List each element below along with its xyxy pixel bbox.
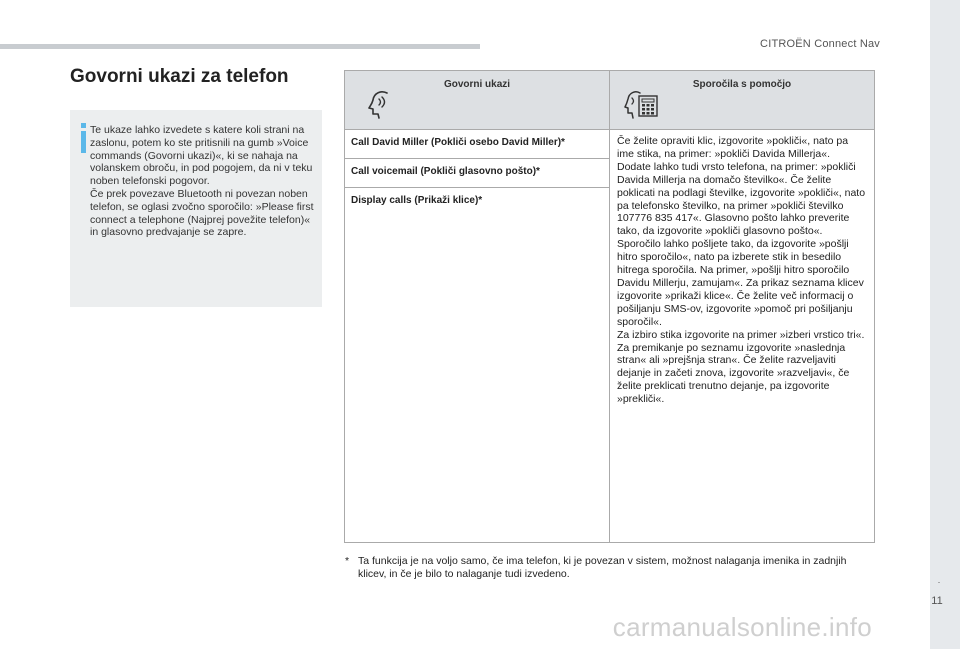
page-dots: . <box>937 575 941 585</box>
header-help-messages-label: Sporočila s pomočjo <box>692 79 792 90</box>
header-voice-commands <box>345 71 610 130</box>
speaking-head-icon <box>367 89 395 119</box>
header-help-messages <box>610 71 875 130</box>
footnote-text: Ta funkcija je na voljo samo, če ima telefon, ki je povezan v sistem, možnost nalaganja imenika in zadnjih klicev, in če je bilo to nalaganje tudi izvedeno. <box>358 555 847 580</box>
command-display-calls: Display calls (Prikaži klice)* <box>345 188 610 543</box>
command-call-contact: Call David Miller (Pokliči osebo David Miller)* <box>345 130 610 159</box>
header-voice-commands-label: Govorni ukazi <box>443 79 511 90</box>
info-icon <box>77 123 91 155</box>
speaking-head-keypad-icon <box>624 87 660 121</box>
header-rule <box>0 44 480 49</box>
help-text-cell: Če želite opraviti klic, izgovorite »pokliči«, nato pa ime stika, na primer: »pokliči Davida Millerja«. Dodate lahko tudi vrsto telefona, na primer: »pokliči Davida Millerja na domačo številko«. Če želite poklicati na podlagi številke, izgovorite »pokliči«, nato pa telefonsko številko, na primer »pokliči številko 107776 835 417«. Glasovno pošto lahko preverite tako, da izgovorite »pokliči glasovno pošto«. Sporočilo lahko pošljete tako, da izgovorite »pošlji hitro sporočilo«, nato pa izberete stik in besedilo hitrega sporočila. Na primer, »pošlji hitro sporočilo Davidu Millerju, zamujam«. Za prikaz seznama klicev izgovorite »prikaži klice«. Če želite več informacij o pošiljanju SMS-ov, izgovorite »pomoč pri pošiljanju sporočil«. Za izbiro stika izgovorite na primer »izberi vrstico tri«. Za premikanje po seznamu izgovorite »naslednja stran« ali »prejšnja stran«. Če želite razveljaviti dejanje in začeti znova, izgovorite »razveljavi«, če želite preklicati trenutno dejanje, pa izgovorite »prekliči«. <box>610 130 875 543</box>
side-strip <box>930 0 960 649</box>
info-text: Te ukaze lahko izvedete s katere koli strani na zaslonu, potem ko ste pritisnili na gumb »Voice commands (Govorni ukazi)«, ki se nahaja na volanskem obroču, in pod pogojem, da ni v teku noben telefonski pogovor. Če prek povezave Bluetooth ni povezan noben telefon, se oglasi zvočno sporočilo: »Please first connect a telephone (Najprej povežite telefon)« in glasovno predvajanje se zapre. <box>90 124 314 239</box>
info-box <box>70 110 322 307</box>
command-call-voicemail: Call voicemail (Pokliči glasovno pošto)* <box>345 159 610 188</box>
brand-label: CITROËN Connect Nav <box>760 38 880 50</box>
page-title: Govorni ukazi za telefon <box>70 66 289 87</box>
footnote-marker: * <box>345 555 350 567</box>
voice-commands-table <box>344 70 875 543</box>
watermark: carmanualsonline.info <box>612 612 872 642</box>
page-number: 11 <box>931 595 943 607</box>
footnote <box>345 555 875 581</box>
